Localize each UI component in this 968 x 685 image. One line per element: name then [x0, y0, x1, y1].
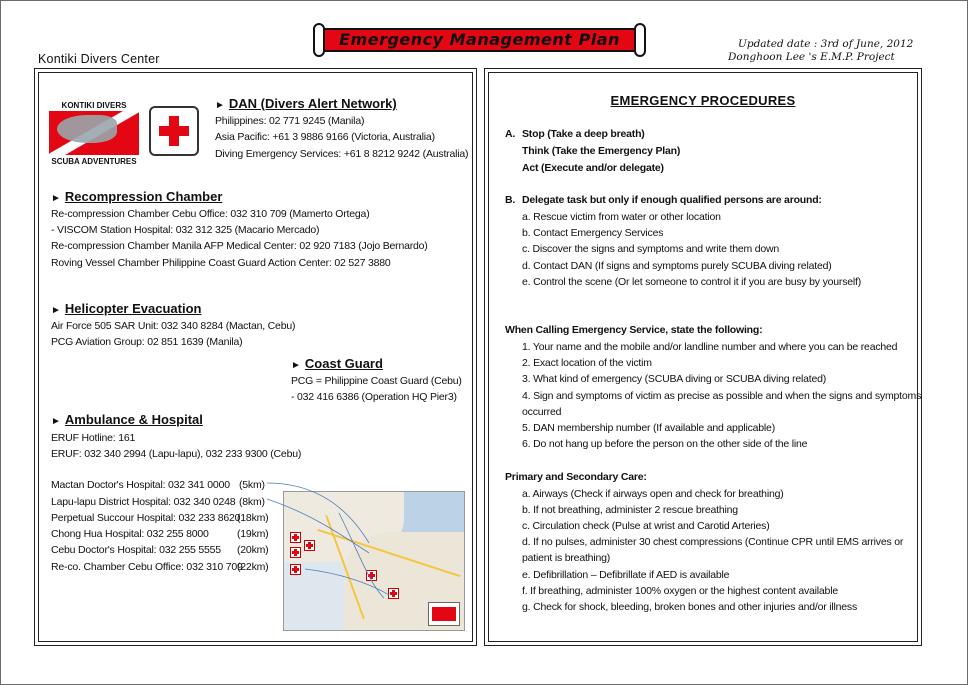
hospital-name: Perpetual Succour Hospital: 032 233 8620	[51, 512, 241, 524]
section-b-label: B.	[505, 194, 516, 206]
helicopter-line: PCG Aviation Group: 02 851 1639 (Manila)	[51, 336, 243, 348]
triangle-bullet-icon: ►	[215, 100, 225, 111]
recompression-section-title: ► Recompression Chamber	[51, 189, 223, 204]
care-item: d. If no pulses, administer 30 chest compressions (Continue CPR until EMS arrives or	[522, 536, 904, 548]
triangle-bullet-icon: ►	[51, 193, 61, 204]
page-title: Emergency Management Plan	[339, 30, 620, 49]
dan-line: Diving Emergency Services: +61 8 8212 9242 (Australia)	[215, 148, 469, 160]
procedures-title: EMERGENCY PROCEDURES	[610, 93, 796, 108]
calling-item: 3. What kind of emergency (SCUBA diving or SCUBA diving related)	[522, 373, 827, 385]
ambulance-line: ERUF Hotline: 161	[51, 432, 136, 444]
hospital-name: Cebu Doctor's Hospital: 032 255 5555	[51, 544, 221, 556]
calling-item: 5. DAN membership number (If available and applicable)	[522, 422, 775, 434]
ambulance-section-title: ► Ambulance & Hospital	[51, 412, 203, 427]
care-item: b. If not breathing, administer 2 rescue breathing	[522, 504, 738, 516]
procedures-panel	[488, 72, 922, 642]
care-item: patient is breathing)	[522, 552, 611, 564]
coast-guard-section-title: ► Coast Guard	[291, 356, 383, 371]
delegate-item: a. Rescue victim from water or other location	[522, 211, 721, 223]
delegate-item: d. Contact DAN (If signs and symptoms purely SCUBA diving related)	[522, 260, 832, 272]
dan-line: Asia Pacific: +61 3 9886 9166 (Victoria, Australia)	[215, 131, 435, 143]
helicopter-line: Air Force 505 SAR Unit: 032 340 8284 (Mactan, Cebu)	[51, 320, 296, 332]
map-connector-lines	[39, 73, 474, 643]
hospital-name: Re-co. Chamber Cebu Office: 032 310 709	[51, 561, 243, 573]
dan-line: Philippines: 02 771 9245 (Manila)	[215, 115, 365, 127]
dive-center-name: Kontiki Divers Center	[38, 52, 160, 66]
delegate-item: c. Discover the signs and symptoms and write them down	[522, 243, 780, 255]
delegate-title: Delegate task but only if enough qualified persons are around:	[522, 194, 822, 206]
recompression-line: Roving Vessel Chamber Philippine Coast Guard Action Center: 02 527 3880	[51, 257, 391, 269]
section-a-label: A.	[505, 128, 516, 140]
calling-item: 6. Do not hang up before the person on the other side of the line	[522, 438, 808, 450]
triangle-bullet-icon: ►	[51, 416, 61, 427]
ambulance-line: ERUF: 032 340 2994 (Lapu-lapu), 032 233 9300 (Cebu)	[51, 448, 302, 460]
recompression-line: Re-compression Chamber Manila AFP Medical Center: 02 920 7183 (Jojo Bernardo)	[51, 240, 428, 252]
calling-item: occurred	[522, 406, 562, 418]
helicopter-section-title: ► Helicopter Evacuation	[51, 301, 202, 316]
project-author: Donghoon Lee 's E.M.P. Project	[728, 51, 895, 63]
hospital-name: Chong Hua Hospital: 032 255 8000	[51, 528, 209, 540]
recompression-line: Re-compression Chamber Cebu Office: 032 310 709 (Mamerto Ortega)	[51, 208, 370, 220]
logo-text-bottom: SCUBA ADVENTURES	[51, 157, 137, 166]
care-item: g. Check for shock, bleeding, broken bones and other injuries and/or illness	[522, 601, 858, 613]
coast-guard-line: - 032 416 6386 (Operation HQ Pier3)	[291, 391, 457, 403]
stop-step: Stop (Take a deep breath)	[522, 128, 645, 140]
hospital-distance: (20km)	[237, 544, 269, 556]
care-item: a. Airways (Check if airways open and check for breathing)	[522, 488, 784, 500]
hospital-distance: (5km)	[239, 479, 265, 491]
calling-title: When Calling Emergency Service, state the following:	[505, 324, 763, 336]
triangle-bullet-icon: ►	[291, 360, 301, 371]
dan-section-title: ► DAN (Divers Alert Network)	[215, 96, 397, 111]
calling-item: 2. Exact location of the victim	[522, 357, 652, 369]
hospital-distance: (8km)	[239, 496, 265, 508]
delegate-item: e. Control the scene (Or let someone to control it if you are busy by yourself)	[522, 276, 862, 288]
calling-item: 1. Your name and the mobile and/or landline number and where you can be reached	[522, 341, 898, 353]
hospital-name: Lapu-lapu District Hospital: 032 340 0248	[51, 496, 236, 508]
title-banner	[313, 23, 646, 59]
logo-text-top: KONTIKI DIVERS	[61, 101, 127, 110]
care-item: f. If breathing, administer 100% oxygen or the highest content available	[522, 585, 838, 597]
act-step: Act (Execute and/or delegate)	[522, 162, 664, 174]
calling-item: 4. Sign and symptoms of victim as precise as possible and when the signs and symptoms	[522, 390, 922, 402]
care-item: c. Circulation check (Pulse at wrist and Carotid Arteries)	[522, 520, 770, 532]
delegate-item: b. Contact Emergency Services	[522, 227, 664, 239]
hospital-distance: (19km)	[237, 528, 269, 540]
triangle-bullet-icon: ►	[51, 305, 61, 316]
care-item: e. Defibrillation – Defibrillate if AED is available	[522, 569, 730, 581]
care-title: Primary and Secondary Care:	[505, 471, 647, 483]
hospital-distance: (22km)	[237, 561, 269, 573]
think-step: Think (Take the Emergency Plan)	[522, 145, 681, 157]
recompression-line: - VISCOM Station Hospital: 032 312 325 (Macario Mercado)	[51, 224, 320, 236]
hospital-name: Mactan Doctor's Hospital: 032 341 0000	[51, 479, 230, 491]
contacts-panel	[38, 72, 473, 642]
update-info	[708, 38, 938, 64]
hospital-distance: (18km)	[237, 512, 269, 524]
updated-date: Updated date : 3rd of June, 2012	[738, 38, 914, 50]
coast-guard-line: PCG = Philippine Coast Guard (Cebu)	[291, 375, 462, 387]
